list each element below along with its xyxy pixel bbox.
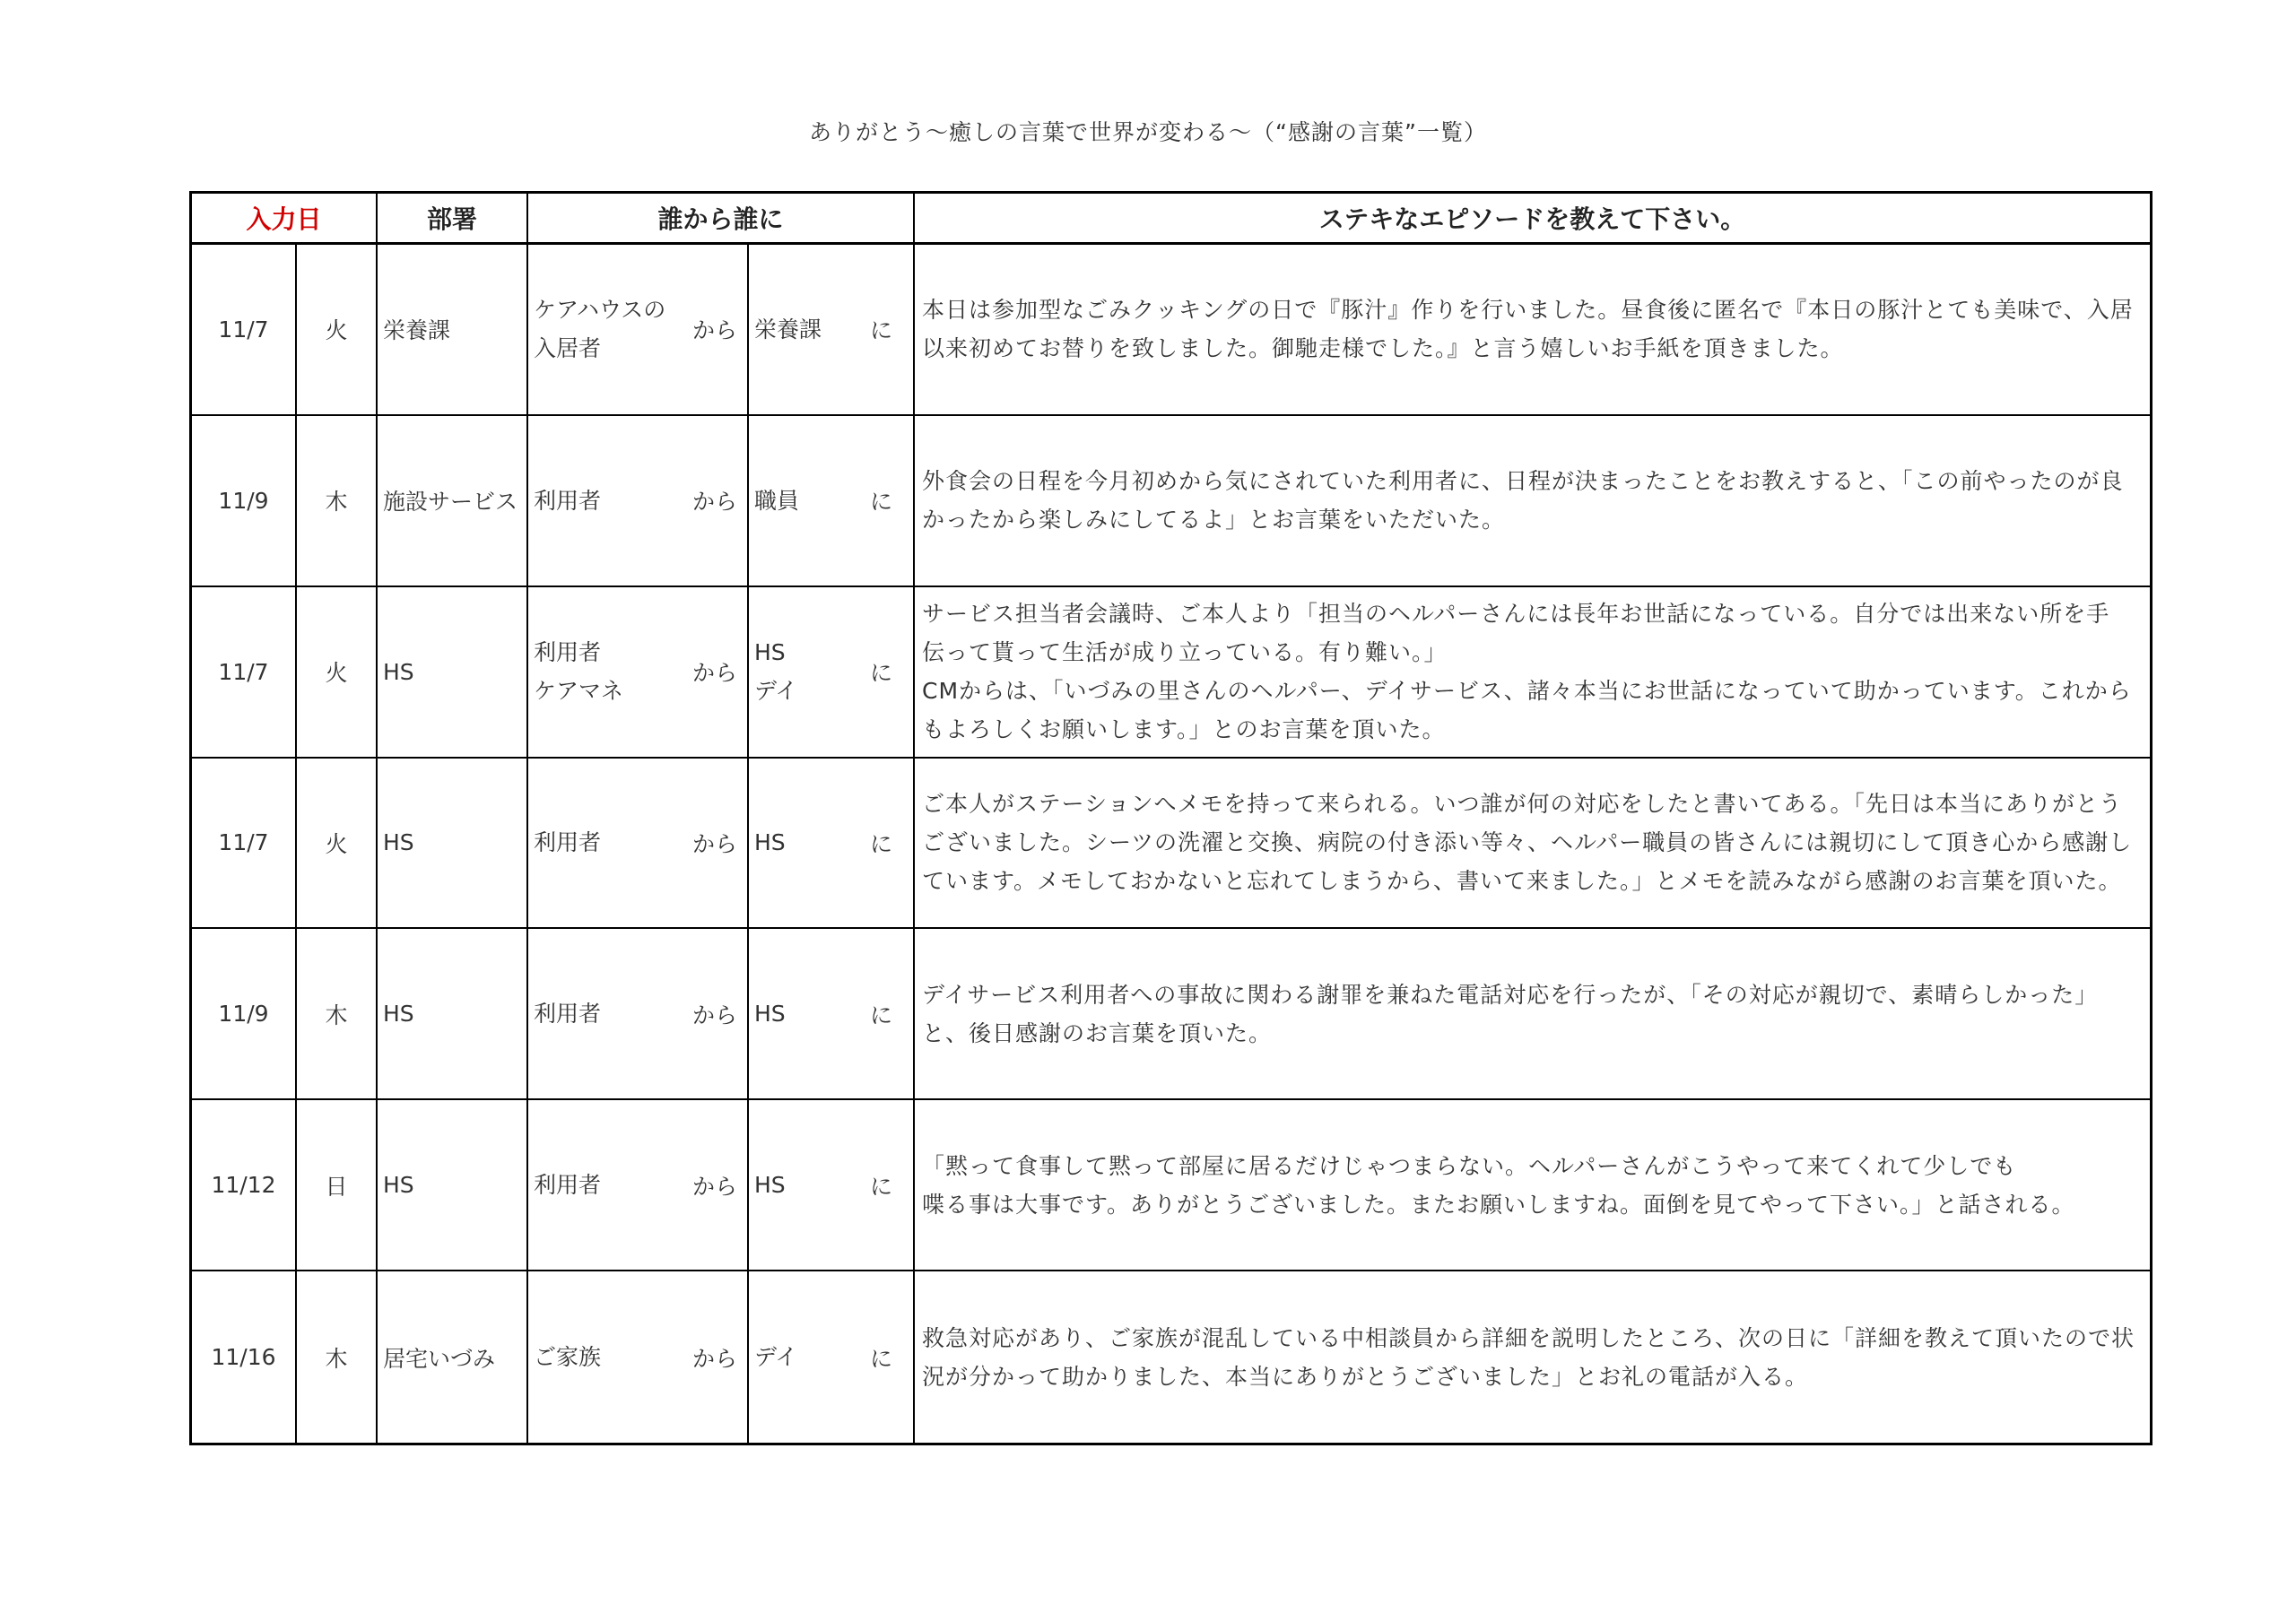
cell-from [528,759,683,930]
cell-ni: に [849,759,915,930]
cell-from [528,416,683,587]
cell-weekday: 日 [297,1100,378,1271]
cell-department: HS [378,1100,528,1271]
cell-date: 11/16 [192,1271,297,1443]
cell-kara: から [683,416,749,587]
cell-to [749,416,849,587]
cell-to-text: HS デイ [754,639,798,705]
cell-date: 11/9 [192,416,297,587]
cell-date: 11/7 [192,245,297,416]
cell-ni: に [849,1271,915,1443]
cell-to-text: 職員 [754,487,800,514]
cell-from [528,929,683,1100]
header-episode: ステキなエピソードを教えて下さい。 [915,194,2150,245]
cell-weekday: 火 [297,245,378,416]
cell-from-text: ケアハウスの 入居者 [534,297,666,362]
cell-episode: デイサービス利用者への事故に関わる謝罪を兼ねた電話対応を行ったが、「その対応が親切で、素晴らしかった」 と、後日感謝のお言葉を頂いた。 [915,929,2150,1100]
cell-from [528,1100,683,1271]
cell-from-text: 利用者 [534,1172,602,1199]
cell-from-text: 利用者 [534,1001,602,1028]
cell-kara: から [683,759,749,930]
cell-department: HS [378,929,528,1100]
cell-date: 11/7 [192,759,297,930]
cell-from-text: 利用者 ケアマネ [534,639,624,705]
cell-to [749,587,849,759]
thanks-table [189,191,2152,1445]
cell-from [528,1271,683,1443]
cell-to-text: HS [754,1172,786,1199]
cell-to [749,245,849,416]
cell-kara: から [683,1100,749,1271]
cell-weekday: 火 [297,759,378,930]
cell-kara: から [683,929,749,1100]
cell-episode: 「黙って食事して黙って部屋に居るだけじゃつまらない。ヘルパーさんがこうやって来てくれて少しでも 喋る事は大事です。ありがとうございました。またお願いしますね。面倒を見てやって下さい。」と話される。 [915,1100,2150,1271]
cell-ni: に [849,1100,915,1271]
cell-date: 11/7 [192,587,297,759]
cell-to [749,929,849,1100]
cell-weekday: 木 [297,1271,378,1443]
header-from-to: 誰から誰に [528,194,915,245]
cell-episode: 外食会の日程を今月初めから気にされていた利用者に、日程が決まったことをお教えすると、「この前やったのが良 かったから楽しみにしてるよ」とお言葉をいただいた。 [915,416,2150,587]
cell-department: 栄養課 [378,245,528,416]
cell-to-text: 栄養課 [754,316,822,343]
cell-weekday: 木 [297,416,378,587]
cell-kara: から [683,587,749,759]
cell-to-text: HS [754,1001,786,1028]
header-dept: 部署 [378,194,528,245]
cell-from-text: 利用者 [534,487,602,514]
cell-kara: から [683,245,749,416]
cell-department: HS [378,587,528,759]
cell-from-text: 利用者 [534,829,602,856]
cell-to [749,759,849,930]
cell-episode: サービス担当者会議時、ご本人より「担当のヘルパーさんには長年お世話になっている。自分では出来ない所を手 伝って貰って生活が成り立っている。有り難い。」 CMからは、「いづみの里さんのヘルパー、デイサービス、諸々本当にお世話になっていて助かっています。これから もよろしくお願いします。」とのお言葉を頂いた。 [915,587,2150,759]
header-date: 入力日 [192,194,378,245]
cell-to-text: HS [754,829,786,856]
cell-weekday: 木 [297,929,378,1100]
cell-ni: に [849,245,915,416]
cell-from [528,245,683,416]
cell-from [528,587,683,759]
cell-ni: に [849,416,915,587]
cell-to [749,1100,849,1271]
cell-department: 施設サービス [378,416,528,587]
cell-episode: ご本人がステーションへメモを持って来られる。いつ誰が何の対応をしたと書いてある。「先日は本当にありがとう ございました。シーツの洗濯と交換、病院の付き添い等々、ヘルパー職員の皆さんには親切にして頂き心から感謝し ています。メモしておかないと忘れてしまうから、書いて来ました。」とメモを読みながら感謝のお言葉を頂いた。 [915,759,2150,930]
cell-date: 11/9 [192,929,297,1100]
cell-department: 居宅いづみ [378,1271,528,1443]
cell-ni: に [849,587,915,759]
cell-episode: 本日は参加型なごみクッキングの日で『豚汁』作りを行いました。昼食後に匿名で『本日の豚汁とても美味で、入居 以来初めてお替りを致しました。御馳走様でした。』と言う嬉しいお手紙を頂きました。 [915,245,2150,416]
cell-to-text: デイ [754,1344,798,1371]
cell-date: 11/12 [192,1100,297,1271]
cell-to [749,1271,849,1443]
cell-department: HS [378,759,528,930]
cell-weekday: 火 [297,587,378,759]
cell-from-text: ご家族 [534,1344,602,1371]
document-title: ありがとう〜癒しの言葉で世界が変わる〜（“感謝の言葉”一覧） [809,119,1487,145]
cell-episode: 救急対応があり、ご家族が混乱している中相談員から詳細を説明したところ、次の日に「詳細を教えて頂いたので状 況が分かって助かりました、本当にありがとうございました」とお礼の電話が入る。 [922,1324,2135,1390]
cell-kara: から [683,1271,749,1443]
cell-ni: に [849,929,915,1100]
